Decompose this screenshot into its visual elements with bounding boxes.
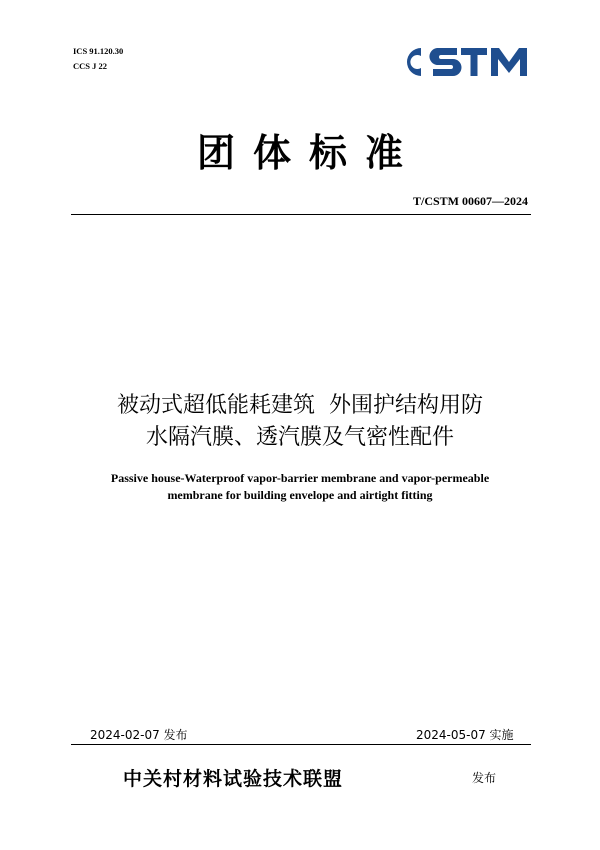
- logo-letter-s: [429, 48, 461, 76]
- chinese-title: [0, 390, 600, 454]
- logo-letter-t-stem: [471, 55, 478, 76]
- classification-codes: [73, 44, 123, 74]
- issue-label: 发布: [472, 771, 497, 785]
- logo-letter-c: [407, 48, 421, 76]
- english-title-line-1: Passive house-Waterproof vapor-barrier membrane and vapor-permeable: [110, 471, 490, 485]
- english-title: [0, 470, 600, 504]
- ics-code: ICS 91.120.30: [73, 46, 124, 56]
- ccs-code: CCS J 22: [73, 61, 108, 71]
- logo-letter-t-bar: [461, 48, 487, 55]
- chinese-title-line-2: 水隔汽膜、透汽膜及气密性配件: [145, 425, 454, 450]
- implementation-date: 2024-05-07 实施: [416, 728, 514, 742]
- footer-divider: [71, 744, 531, 745]
- standard-number: T/CSTM 00607—2024: [412, 194, 528, 208]
- chinese-title-line-1: 被动式超低能耗建筑 外围护结构用防: [117, 393, 483, 418]
- header-divider: [71, 214, 531, 215]
- issuing-organization: 中关村材料试验技术联盟: [123, 768, 344, 790]
- english-title-line-2: membrane for building envelope and airtight fitting: [167, 488, 433, 502]
- document-type-title: 团体标准: [196, 131, 421, 175]
- publication-date: 2024-02-07 发布: [90, 728, 188, 742]
- cstm-logo: [391, 40, 531, 84]
- logo-letter-m: [491, 48, 527, 76]
